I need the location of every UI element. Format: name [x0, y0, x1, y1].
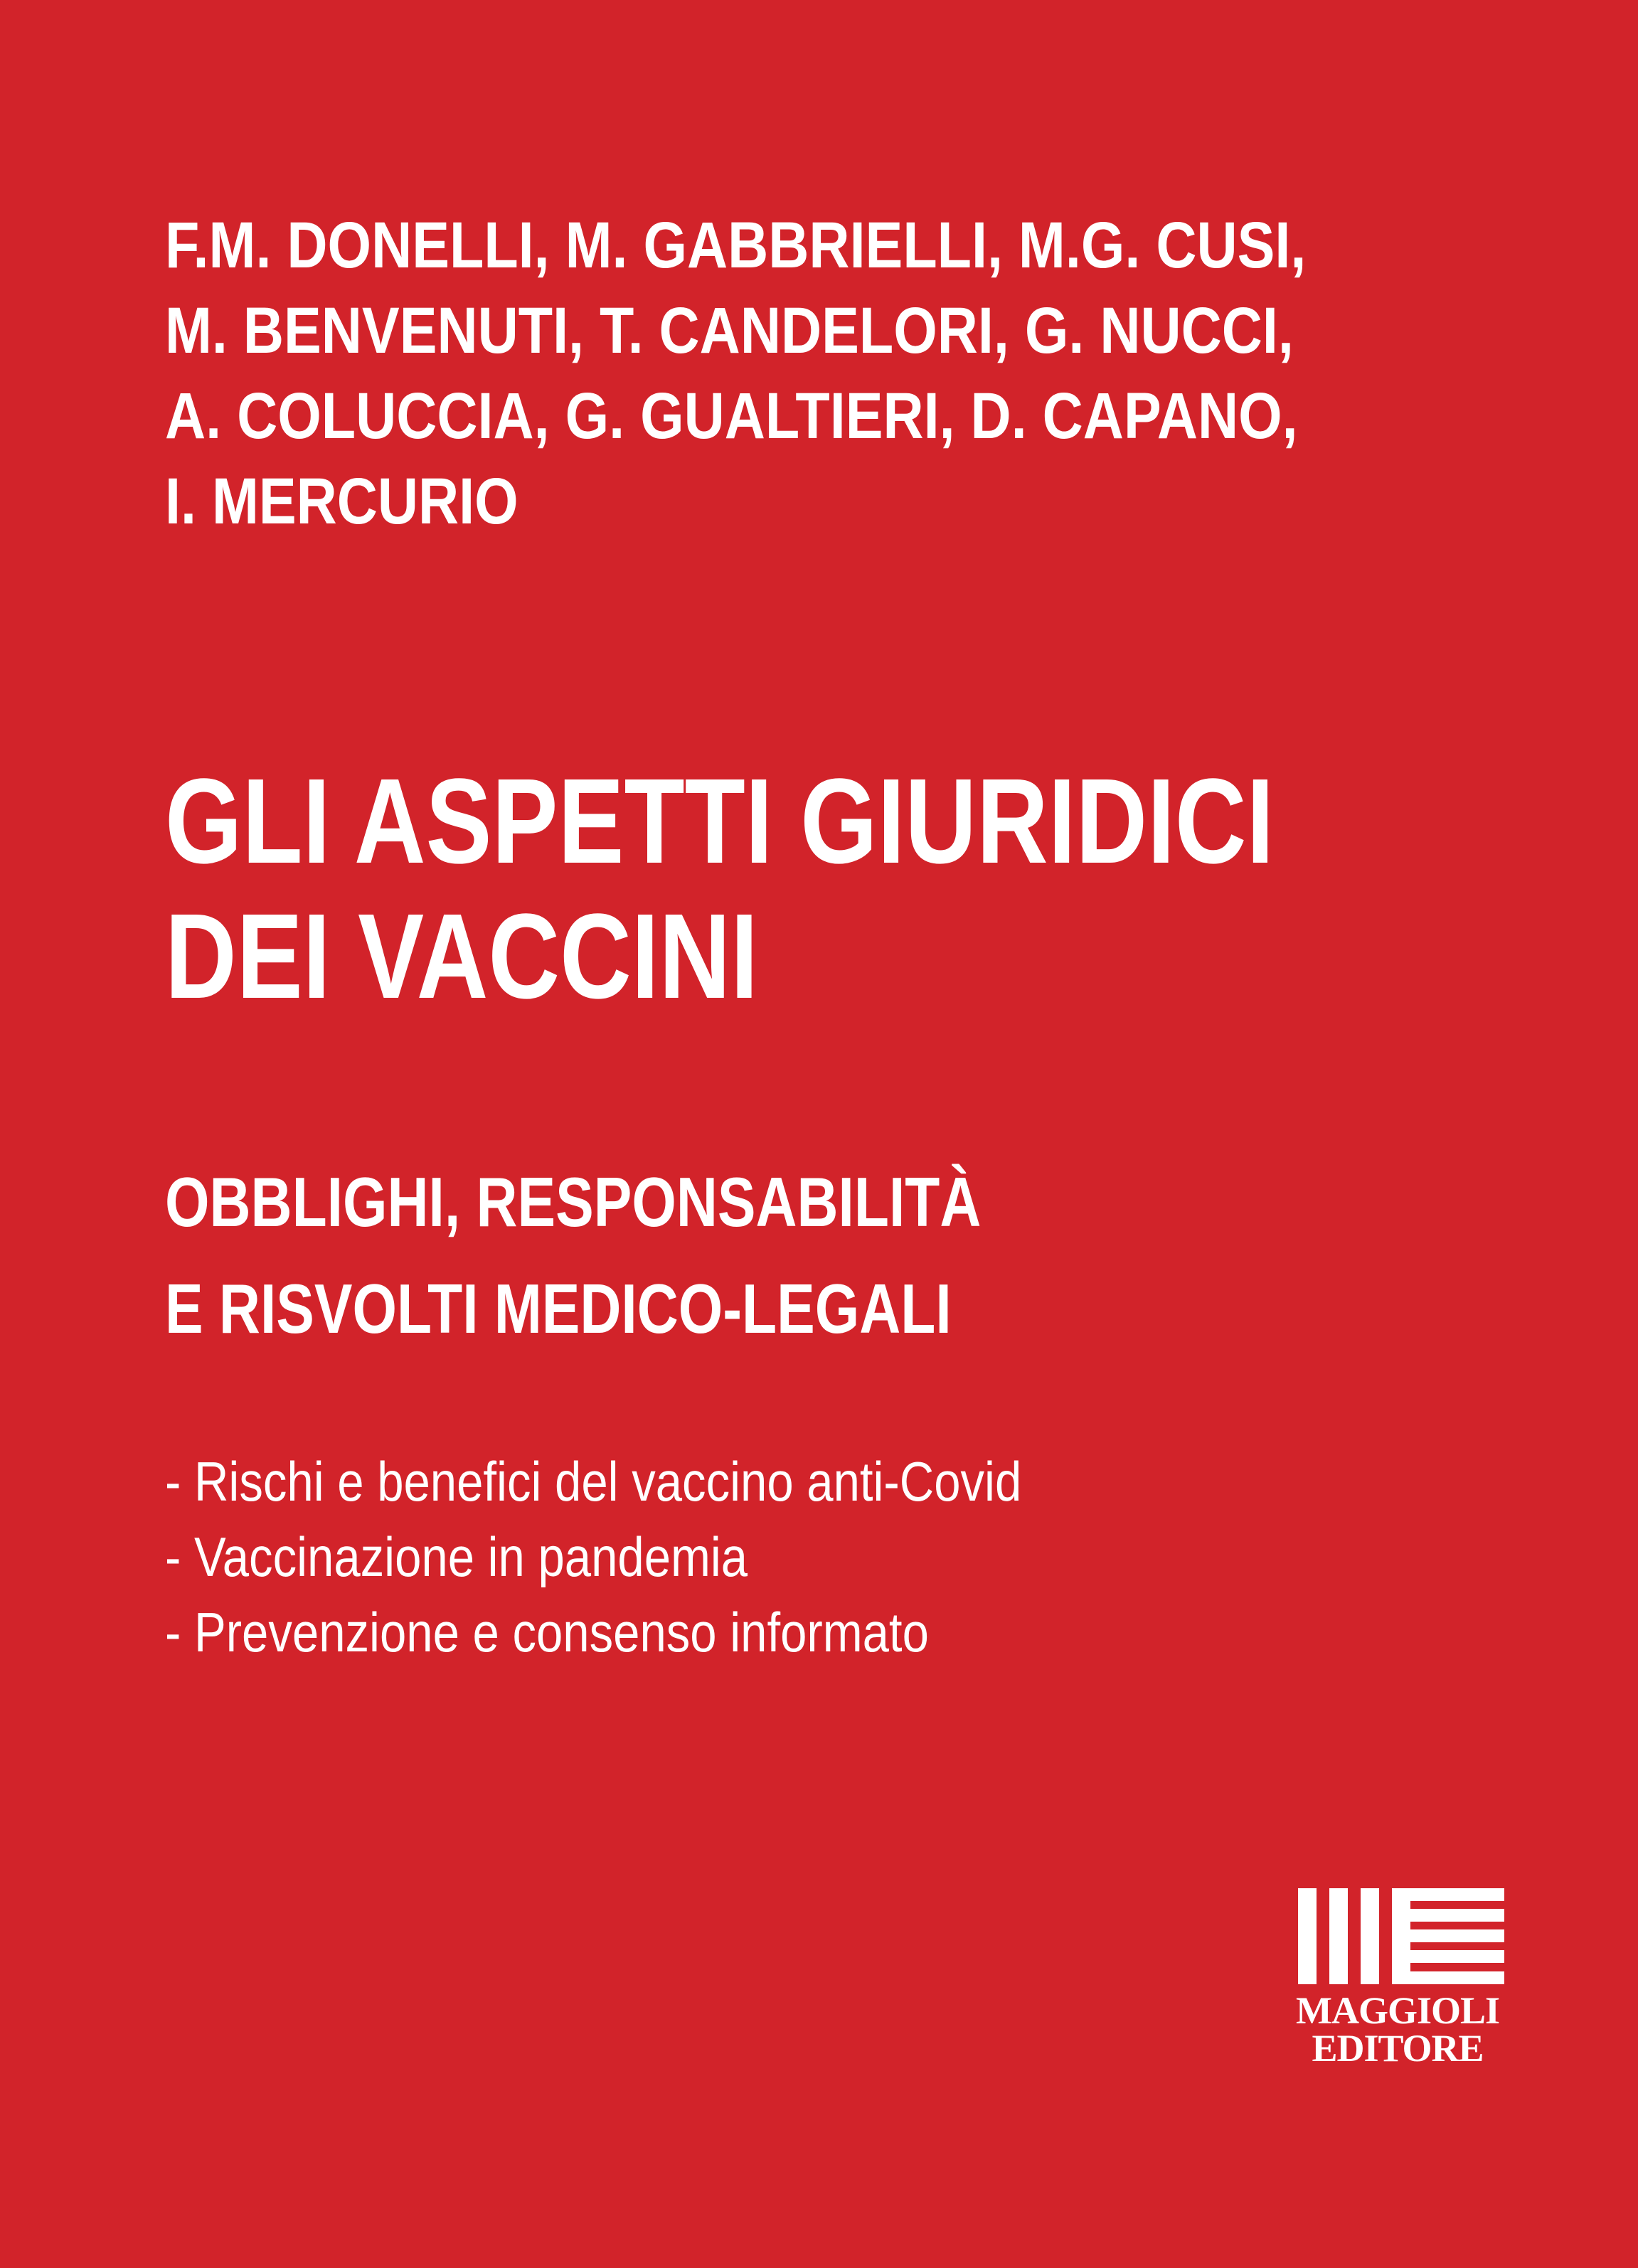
- author-line: M. BENVENUTI, T. CANDELORI, G. NUCCI,: [165, 294, 1294, 367]
- book-subtitle: [165, 1149, 1516, 1362]
- author-line: A. COLUCCIA, G. GUALTIERI, D. CAPANO,: [165, 380, 1298, 452]
- author-line: I. MERCURIO: [165, 465, 518, 538]
- publisher-name: EDITORE: [1312, 2027, 1484, 2070]
- publisher-name: MAGGIOLI: [1295, 1989, 1500, 2032]
- topic-item: - Vaccinazione in pandemia: [165, 1526, 748, 1588]
- maggioli-logo-icon: [1298, 1888, 1504, 1984]
- topic-list: [165, 1444, 1516, 1670]
- book-title: [165, 754, 1516, 1024]
- author-list: [165, 203, 1516, 544]
- author-line: F.M. DONELLI, M. GABBRIELLI, M.G. CUSI,: [165, 209, 1307, 282]
- topic-item: - Prevenzione e consenso informato: [165, 1601, 929, 1663]
- title-line: GLI ASPETTI GIURIDICI: [165, 754, 1275, 889]
- title-line: DEI VACCINI: [165, 889, 758, 1024]
- subtitle-line: OBBLIGHI, RESPONSABILITÀ: [165, 1163, 982, 1241]
- topic-item: - Rischi e benefici del vaccino anti-Covid: [165, 1450, 1022, 1513]
- subtitle-line: E RISVOLTI MEDICO-LEGALI: [165, 1269, 952, 1348]
- publisher-logo: [1291, 1888, 1504, 2070]
